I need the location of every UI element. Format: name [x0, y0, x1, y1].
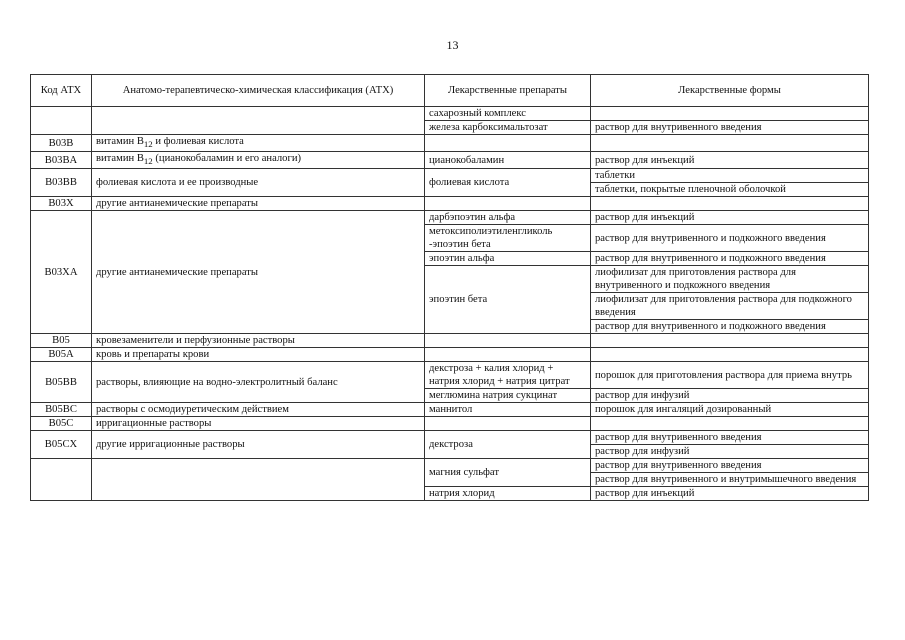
form-cell: лиофилизат для приготовления раствора для подкожного введения — [591, 293, 869, 320]
atx-table — [30, 74, 869, 501]
form-cell: таблетки — [591, 169, 869, 183]
name-cell — [92, 152, 425, 169]
drug-cell — [425, 334, 591, 348]
table-header-row — [31, 75, 869, 107]
drug-cell: цианокобаламин — [425, 152, 591, 169]
name-cell: растворы, влияющие на водно-электролитный баланс — [92, 362, 425, 403]
drug-cell: декстроза + калия хлорид + натрия хлорид + натрия цитрат — [425, 362, 591, 389]
form-cell — [591, 348, 869, 362]
name-text: витамин B — [96, 136, 144, 147]
code-cell: B03X — [31, 197, 92, 211]
form-cell — [591, 107, 869, 121]
form-cell: раствор для внутривенного и подкожного введения — [591, 225, 869, 252]
drug-cell — [425, 417, 591, 431]
code-cell: B05 — [31, 334, 92, 348]
drug-cell — [425, 348, 591, 362]
code-cell: B03BB — [31, 169, 92, 197]
form-cell: порошок для приготовления раствора для приема внутрь — [591, 362, 869, 389]
form-cell: раствор для инфузий — [591, 389, 869, 403]
header-classification: Анатомо-терапевтическо-химическая классификация (АТХ) — [92, 75, 425, 107]
drug-cell: меглюмина натрия сукцинат — [425, 389, 591, 403]
table-row — [31, 197, 869, 211]
table-row — [31, 211, 869, 225]
form-cell: порошок для ингаляций дозированный — [591, 403, 869, 417]
name-cell — [92, 135, 425, 152]
form-cell: раствор для инъекций — [591, 211, 869, 225]
subscript-text: 12 — [143, 139, 153, 150]
code-cell: B03BA — [31, 152, 92, 169]
form-cell — [591, 334, 869, 348]
name-cell: другие антианемические препараты — [92, 211, 425, 334]
drug-cell: метоксиполиэтиленгликоль -эпоэтин бета — [425, 225, 591, 252]
form-cell: раствор для внутривенного введения — [591, 121, 869, 135]
name-cell: другие ирригационные растворы — [92, 431, 425, 459]
table-row — [31, 334, 869, 348]
name-text: витамин B — [96, 153, 144, 165]
code-cell: B03B — [31, 135, 92, 152]
header-forms: Лекарственные формы — [591, 75, 869, 107]
drug-cell: натрия хлорид — [425, 487, 591, 501]
code-cell — [31, 459, 92, 501]
table-row — [31, 152, 869, 169]
table-row — [31, 348, 869, 362]
form-cell: раствор для внутривенного и подкожного введения — [591, 320, 869, 334]
code-cell: B05CX — [31, 431, 92, 459]
subscript-text: 12 — [143, 156, 153, 167]
code-cell — [31, 107, 92, 135]
name-cell: кровезаменители и перфузионные растворы — [92, 334, 425, 348]
table-row — [31, 403, 869, 417]
name-text: (цианокобаламин и его аналоги) — [152, 153, 302, 165]
name-cell: другие антианемические препараты — [92, 197, 425, 211]
form-cell: раствор для инфузий — [591, 445, 869, 459]
header-drugs: Лекарственные препараты — [425, 75, 591, 107]
drug-cell — [425, 197, 591, 211]
form-cell: таблетки, покрытые пленочной оболочкой — [591, 183, 869, 197]
form-cell: раствор для внутривенного и подкожного введения — [591, 252, 869, 266]
drug-cell: декстроза — [425, 431, 591, 459]
drug-cell: магния сульфат — [425, 459, 591, 487]
name-cell: кровь и препараты крови — [92, 348, 425, 362]
name-cell — [92, 107, 425, 135]
form-cell: раствор для внутривенного и внутримышечного введения — [591, 473, 869, 487]
drug-cell: эпоэтин альфа — [425, 252, 591, 266]
name-cell: растворы с осмодиуретическим действием — [92, 403, 425, 417]
page-number: 13 — [446, 38, 459, 52]
code-cell: B05A — [31, 348, 92, 362]
form-cell: раствор для внутривенного введения — [591, 459, 869, 473]
form-cell: раствор для инъекций — [591, 487, 869, 501]
drug-cell: фолиевая кислота — [425, 169, 591, 197]
code-cell: B05C — [31, 417, 92, 431]
table-row — [31, 362, 869, 389]
code-cell: B03XA — [31, 211, 92, 334]
header-code: Код АТХ — [31, 75, 92, 107]
form-cell: лиофилизат для приготовления раствора для внутривенного и подкожного введения — [591, 266, 869, 293]
form-cell: раствор для внутривенного введения — [591, 431, 869, 445]
drug-cell: дарбэпоэтин альфа — [425, 211, 591, 225]
name-cell: фолиевая кислота и ее производные — [92, 169, 425, 197]
drug-cell: маннитол — [425, 403, 591, 417]
form-cell — [591, 197, 869, 211]
drug-cell: железа карбоксимальтозат — [425, 121, 591, 135]
form-cell — [591, 417, 869, 431]
name-cell — [92, 459, 425, 501]
name-text: и фолиевая кислота — [152, 136, 244, 147]
table-row — [31, 417, 869, 431]
table-row — [31, 135, 869, 152]
drug-cell: эпоэтин бета — [425, 266, 591, 334]
code-cell: B05BB — [31, 362, 92, 403]
table-row — [31, 459, 869, 473]
form-cell — [591, 135, 869, 152]
code-cell: B05BC — [31, 403, 92, 417]
table-row — [31, 107, 869, 121]
name-cell: ирригационные растворы — [92, 417, 425, 431]
table-row — [31, 169, 869, 183]
drug-cell — [425, 135, 591, 152]
drug-cell: сахарозный комплекс — [425, 107, 591, 121]
form-cell: раствор для инъекций — [591, 152, 869, 169]
table-row — [31, 431, 869, 445]
